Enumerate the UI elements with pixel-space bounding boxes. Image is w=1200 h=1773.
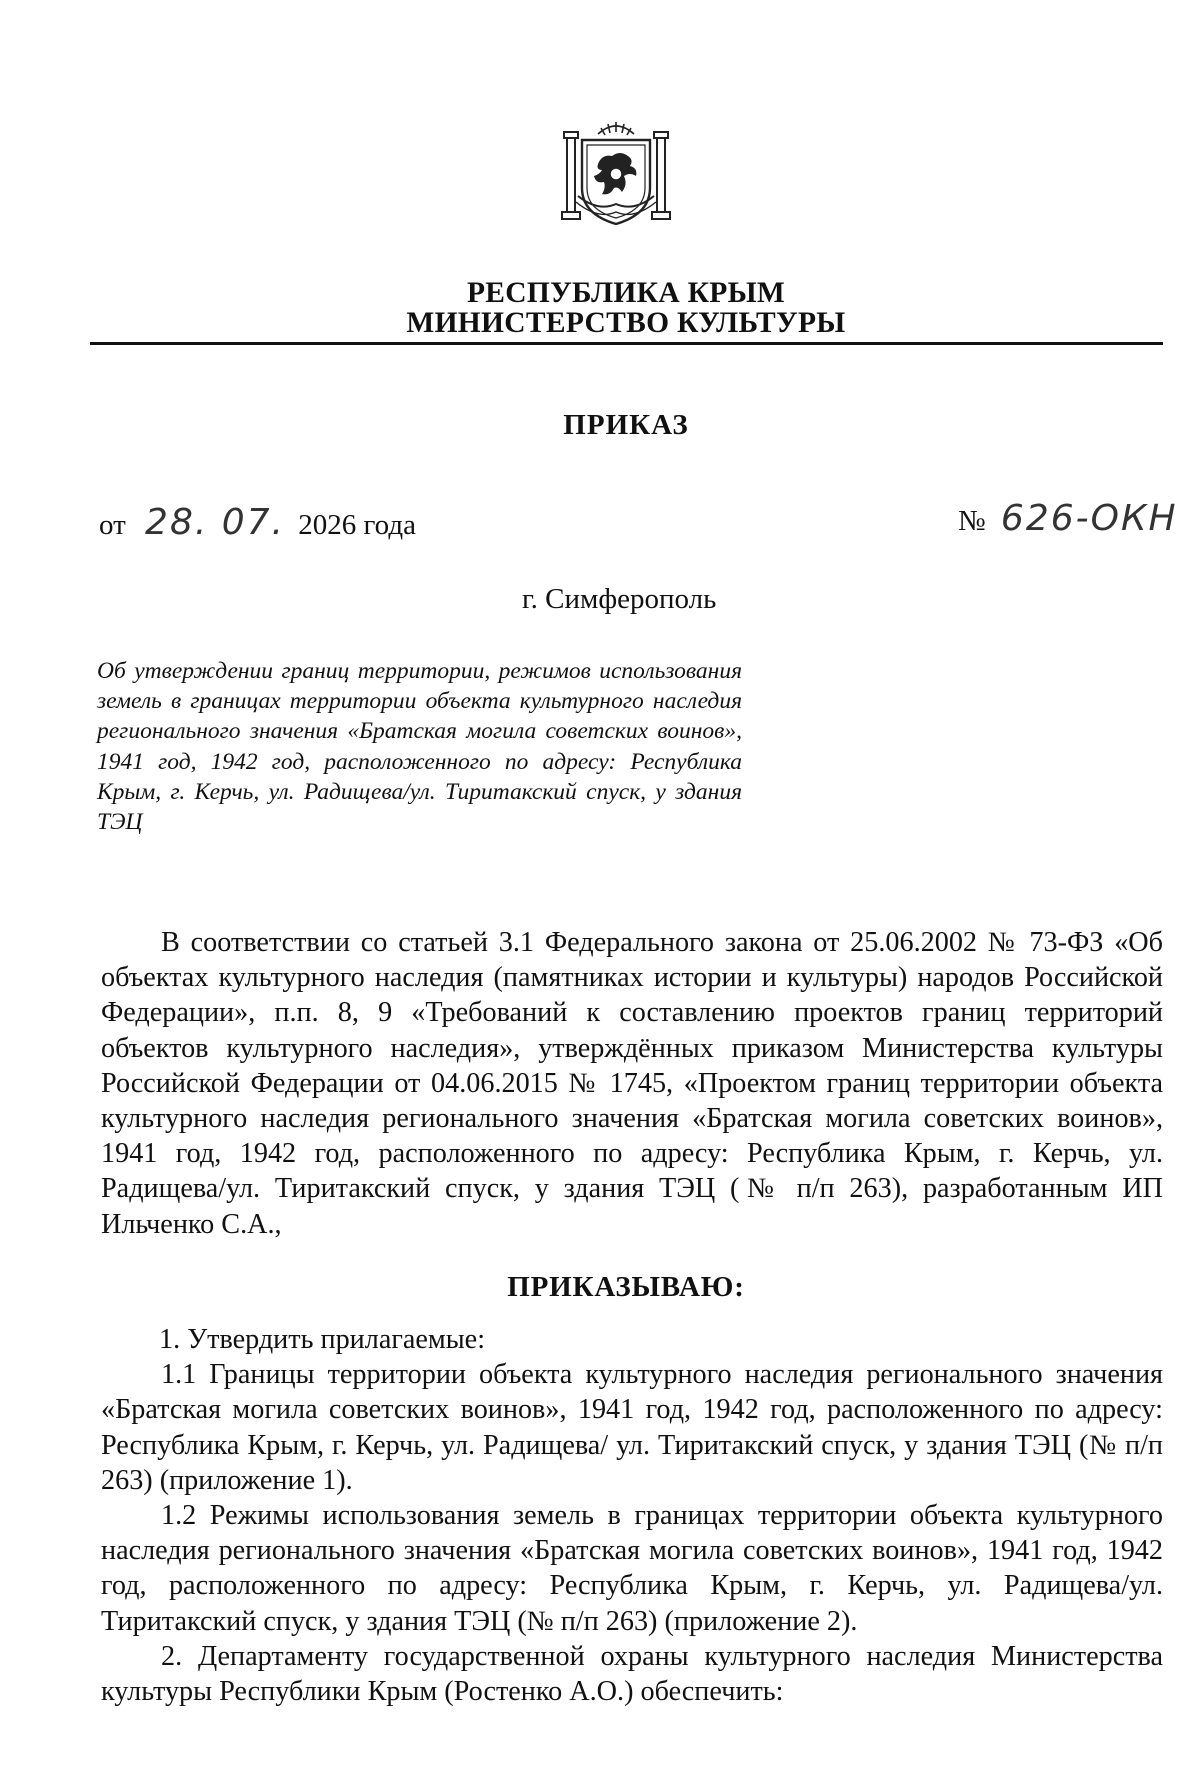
number-line [958,498,1178,539]
ministry-title: МИНИСТЕРСТВО КУЛЬТУРЫ [406,307,846,339]
crimea-coat-of-arms-icon [558,118,674,230]
header-divider [90,342,1163,345]
preamble-paragraph: В соответствии со статьей 3.1 Федерального закона от 25.06.2002 № 73-ФЗ «Об объектах культурного наследия (памятниках истории и культуры) народов Российской Федерации», п.п. 8, 9 «Требований к составлению проектов границ территорий объектов культурного наследия», утверждённых приказом Министерства культуры Российской Федерации от 04.06.2015 № 1745, «Проектом границ территории объекта культурного наследия регионального значения «Братская могила советских воинов», 1941 год, 1942 год, расположенного по адресу: Республика Крым, г. Керчь, ул. Радищева/ул. Тиритакский спуск, у здания ТЭЦ (№ п/п 263), разработанным ИП Ильченко С.А., [101,927,1163,1240]
list-item: 2. Департаменту государственной охраны культурного наследия Министерства культуры Республики Крым (Ростенко А.О.) обеспечить: [101,1640,1163,1708]
list-item: 1.2 Режимы использования земель в границах территории объекта культурного наследия регионального значения «Братская могила советских воинов», 1941 год, 1942 год, расположенного по адресу: Республика Крым, г. Керчь, ул. Радищева/ул. Тиритакский спуск, у здания ТЭЦ (№ п/п 263) (приложение 2). [101,1500,1163,1637]
list-item: 1. Утвердить прилагаемые: [159,1324,486,1355]
date-year: 2026 года [298,509,416,541]
document-type: ПРИКАЗ [563,409,689,441]
republic-title: РЕСПУБЛИКА КРЫМ [466,277,786,309]
preamble-block [101,925,1163,1242]
order-subject: Об утверждении границ территории, режимов использования земель в границах территории объекта культурного наследия регионального значения «Братская могила советских воинов», 1941 год, 1942 год, расположенного по адресу: Республика Крым, г. Керчь, ул. Радищева/ул. Тиритакский спуск, у здания ТЭЦ [97,658,742,836]
city: г. Симферополь [522,583,717,615]
order-items [101,1322,1163,1709]
list-item: 1.1 Границы территории объекта культурного наследия регионального значения «Братская могила советских воинов», 1941 год, 1942 год, расположенного по адресу: Республика Крым, г. Керчь, ул. Радищева/ ул. Тиритакский спуск, у здания ТЭЦ (№ п/п 263) (приложение 1). [101,1359,1163,1496]
date-line [99,502,416,543]
handwritten-number: 626-ОКН [1000,498,1178,539]
handwritten-date: 28. 07. [145,502,285,543]
date-prefix: от [99,509,126,541]
order-word: ПРИКАЗЫВАЮ: [507,1271,745,1303]
number-prefix: № [958,505,986,537]
